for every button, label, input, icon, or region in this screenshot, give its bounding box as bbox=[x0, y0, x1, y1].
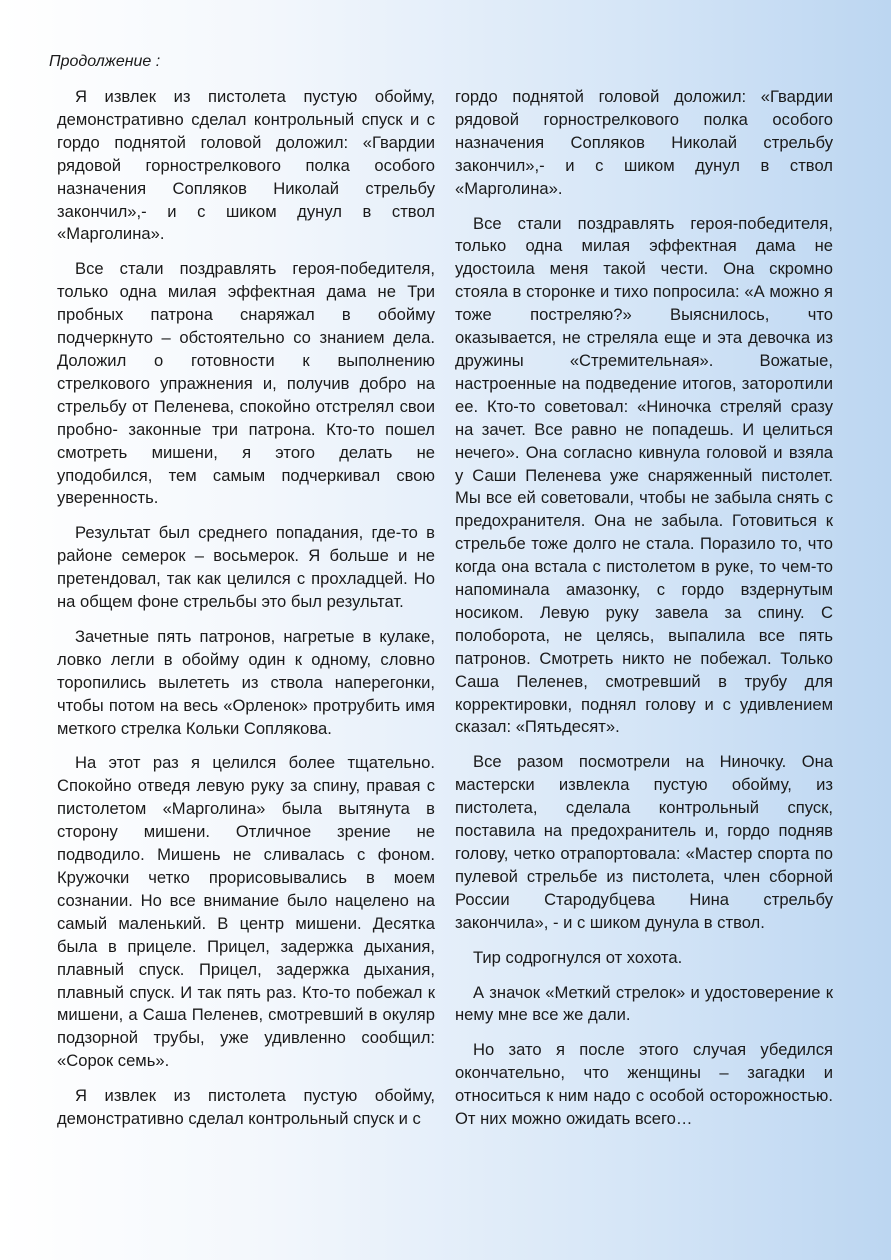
paragraph: Я извлек из пистолета пустую обойму, демонстративно сделал контрольный спуск и с bbox=[57, 1086, 435, 1129]
paragraph: Тир содрогнулся от хохота. bbox=[473, 947, 683, 967]
paragraph: Все стали поздравлять героя-победителя, только одна милая эффектная дама не удостоила меня такой чести. Она скромно стояла в сторонке и тихо попросила: «А можно я тоже постреляю?» Выяснилось, что оказывается, не стреляла еще и эта девочка из дружины «Стремительная». Вожатые, настроенные на подведение итогов, затороπили ее. Кто-то советовал: «Ниночка стреляй сразу на зачет. Все равно не попадешь. И целиться нечего». Она согласно кивнула головой и взяла у Саши Пеленева уже снаряженный пистолет. Мы все ей советовали, чтобы не забыла снять с предохранителя. Она не забыла. Готовиться к стрельбе тоже долго не стала. Поразило то, что когда она встала с пистолетом в руке, то чем-то напоминала амазонку, с гордо вздернутым носиком. Левую руку завела за спину. С полоборота, не целясь, выпалила все пять патронов. Смотреть никто не побежал. Только Саша Пеленев, смотревший в трубу для корректировки, поднял голову и с удивлением сказал: «Пятьдесят». bbox=[455, 213, 833, 737]
paragraph: А значок «Меткий стрелок» и удостоверение к нему мне все же дали. bbox=[455, 982, 833, 1025]
paragraph: Зачетные пять патронов, нагретые в кулаке, ловко легли в обойму один к одному, словно торопились вылететь из ствола наперегонки, чтобы потом на весь «Орленок» протрубить имя меткого стрелка Кольки Соплякова. bbox=[57, 626, 435, 738]
left-column bbox=[57, 86, 435, 1143]
paragraph: гордо поднятой головой доложил: «Гвардии рядовой горнострелкового полка особого назначения Сопляков Николай стрельбу закончил»,- и с шиком дунул в ствол «Марголина». bbox=[455, 87, 833, 198]
paragraph: Все стали поздравлять героя-победителя, только одна милая эффектная дама не Три пробных патрона снаряжал в обойму подчеркнуто – обстоятельно со знанием дела. Доложил о готовности к выполнению стрелкового упражнения и, получив добро на стрельбу от Пеленева, спокойно отстрелял свои пробно- законные три патрона. Кто-то пошел смотреть мишени, я этого делать не уподобился, тем самым подчеркивал свою уверенность. bbox=[57, 259, 435, 508]
paragraph: На этот раз я целился более тщательно. Спокойно отведя левую руку за спину, правая с пистолетом «Марголина» была вытянута в сторону мишени. Отличное зрение не подводило. Мишень не сливалась с фоном. Кружочки четко прорисовывались в моем сознании. Но все внимание было нацелено на самый маленький. В центр мишени. Десятка была в прицеле. Прицел, задержка дыхания, плавный спуск. Прицел, задержка дыхания, плавный спуск. И так пять раз. Кто-то побежал к мишени, а Саша Пеленев, смотревший в окуляр подзорной трубы, уже удивленно сообщил: «Сорок семь». bbox=[57, 753, 435, 1071]
continuation-heading: Продолжение : bbox=[49, 53, 161, 70]
paragraph: Но зато я после этого случая убедился окончательно, что женщины – загадки и относиться к ним надо с особой осторожностью. От них можно ожидать всего… bbox=[455, 1040, 833, 1129]
paragraph: Я извлек из пистолета пустую обойму, демонстративно сделал контрольный спуск и с гордо поднятой головой доложил: «Гвардии рядовой горнострелкового полка особого назначения Сопляков Николай стрельбу закончил»,- и с шиком дунул в ствол «Марголина». bbox=[57, 87, 435, 244]
paragraph: Результат был среднего попадания, где-то в районе семерок – восьмерок. Я больше и не претендовал, так как целился с прохладцей. Но на общем фоне стрельбы это был результат. bbox=[57, 523, 435, 612]
right-column bbox=[455, 86, 833, 1143]
paragraph: Все разом посмотрели на Ниночку. Она мастерски извлекла пустую обойму, из пистолета, сделала контрольный спуск, поставила на предохранитель и, гордо подняв голову, четко отрапортовала: «Мастер спорта по пулевой стрельбе из пистолета, член сборной России Стародубцева Нина стрельбу закончила», - и с шиком дунула в ствол. bbox=[455, 752, 833, 932]
